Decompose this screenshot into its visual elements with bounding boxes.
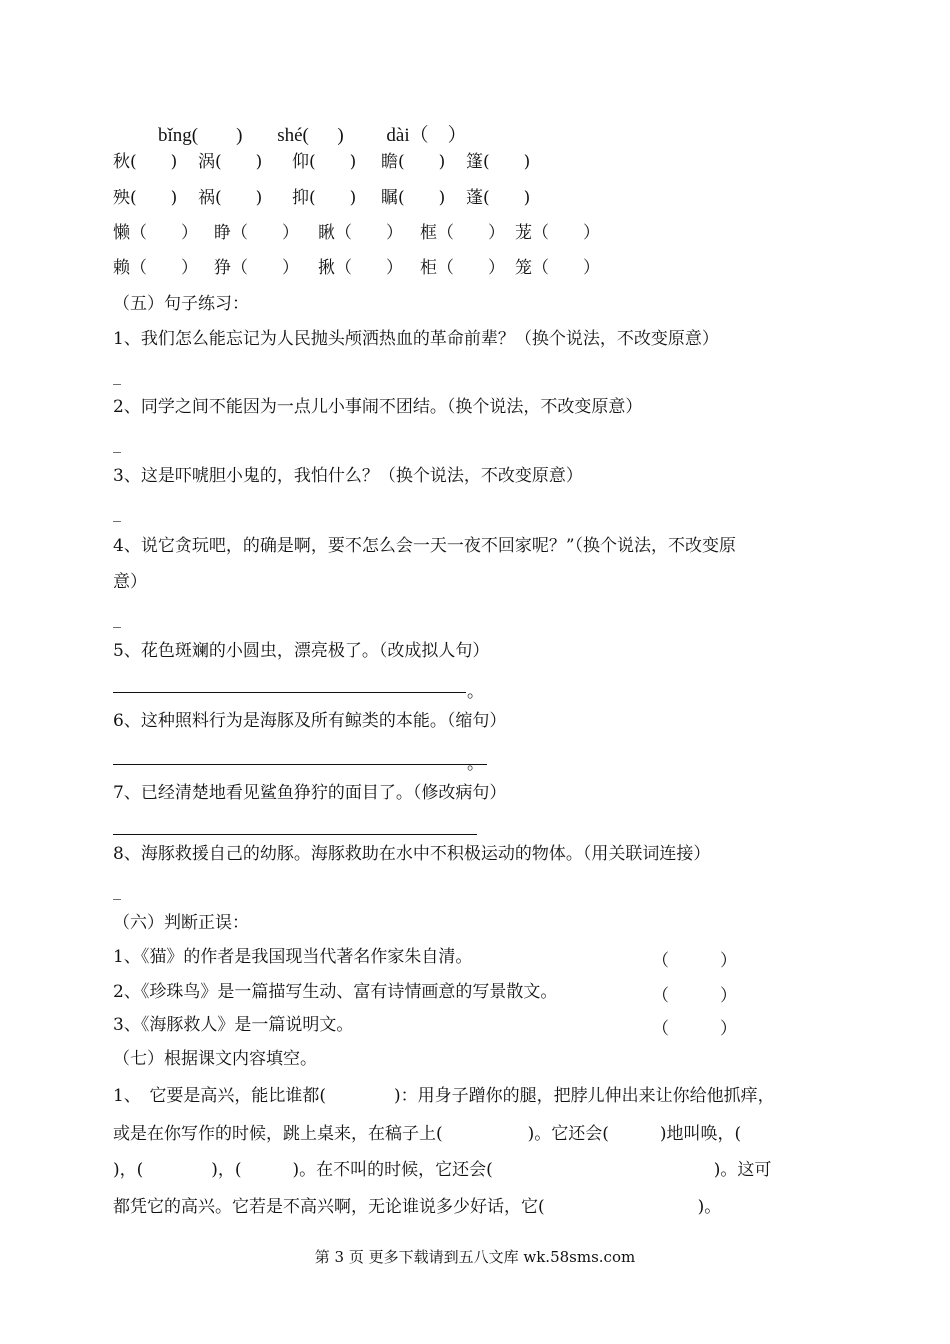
char-blank: 茏（ ） (515, 223, 600, 243)
answer-dash: _ (113, 609, 121, 628)
judge-item: 1、《猫》的作者是我国现当代著名作家朱自清。 (113, 947, 473, 967)
sentence-item: 7、已经清楚地看见鲨鱼狰狞的面目了。（修改病句） (113, 783, 507, 803)
answer-line[interactable] (113, 764, 487, 765)
char-blank: 蓬( ) (466, 188, 531, 208)
char-blank: 笼（ ） (515, 258, 600, 278)
char-blank: 仰( ) (292, 152, 357, 172)
fill-blank-line: )，( )，( )。在不叫的时候，它还会( )。这可 (113, 1160, 772, 1180)
sentence-item: 3、这是吓唬胆小鬼的，我怕什么？（换个说法，不改变原意） (113, 466, 583, 486)
answer-line[interactable] (113, 834, 477, 835)
answer-period: 。 (467, 682, 484, 702)
char-blank: 秋( ) (113, 152, 178, 172)
pinyin-blank: ) (198, 125, 243, 146)
sentence-item: 8、海豚救援自己的幼豚。海豚救助在水中不积极运动的物体。（用关联词连接） (113, 844, 711, 864)
pinyin-item (386, 125, 466, 147)
pinyin-text: dài (386, 125, 410, 146)
sentence-item-continued: 意） (113, 572, 147, 592)
sentence-item: 1、我们怎么能忘记为人民抛头颅洒热血的革命前辈？（换个说法，不改变原意） (113, 329, 719, 349)
sentence-item: 2、同学之间不能因为一点儿小事闹不团结。（换个说法，不改变原意） (113, 397, 643, 417)
char-blank: 抑( ) (292, 188, 357, 208)
fill-blank-line: 都凭它的高兴。它若是不高兴啊，无论谁说多少好话，它( )。 (113, 1197, 722, 1217)
char-blank: 瞩( ) (381, 188, 446, 208)
sentence-item: 6、这种照料行为是海豚及所有鲸类的本能。（缩句） (113, 711, 507, 731)
char-blank: 瞻( ) (381, 152, 446, 172)
judge-answer-paren[interactable]: （ ） (652, 951, 737, 971)
page-footer: 第 3 页 更多下载请到五八文库 wk.58sms.com (314, 1248, 636, 1266)
char-blank: 赖（ ） (113, 258, 198, 278)
fill-blank-line: 或是在你写作的时候，跳上桌来，在稿子上( )。它还会( )地叫唤，( (113, 1124, 742, 1144)
sentence-item: 4、说它贪玩吧，的确是啊，要不怎么会一天一夜不回家呢？”（换个说法，不改变原 (113, 536, 737, 556)
char-blank: 睁（ ） (214, 223, 299, 243)
answer-dash: _ (113, 881, 121, 900)
judge-item: 2、《珍珠鸟》是一篇描写生动、富有诗情画意的写景散文。 (113, 982, 558, 1002)
answer-period: 。 (467, 754, 484, 774)
pinyin-item (158, 125, 242, 147)
pinyin-blank: ) (308, 125, 344, 146)
answer-line[interactable] (113, 692, 466, 693)
char-blank: 涡( ) (198, 152, 263, 172)
judge-item: 3、《海豚救人》是一篇说明文。 (113, 1015, 354, 1035)
char-blank: 瞅（ ） (318, 223, 403, 243)
answer-dash: _ (113, 434, 121, 453)
answer-dash: _ (113, 503, 121, 522)
pinyin-item (277, 125, 343, 147)
char-blank: 懒（ ） (113, 223, 198, 243)
sentence-item: 5、花色斑斓的小圆虫，漂亮极了。（改成拟人句） (113, 641, 490, 661)
char-blank: 柜（ ） (420, 258, 505, 278)
pinyin-blank: （ ） (409, 125, 467, 146)
char-blank: 殃( ) (113, 188, 178, 208)
judge-answer-paren[interactable]: （ ） (652, 986, 737, 1006)
section-5-title: （五）句子练习： (113, 294, 249, 314)
section-6-title: （六）判断正误： (113, 913, 249, 933)
fill-blank-line: 1、 它要是高兴，能比谁都( )：用身子蹭你的腿，把脖儿伸出来让你给他抓痒， (113, 1086, 775, 1106)
char-blank: 揪（ ） (318, 258, 403, 278)
char-blank: 狰（ ） (214, 258, 299, 278)
char-blank: 祸( ) (198, 188, 263, 208)
pinyin-text: shé( (277, 125, 309, 146)
char-blank: 框（ ） (420, 223, 505, 243)
pinyin-header-row (158, 125, 467, 147)
judge-answer-paren[interactable]: （ ） (652, 1019, 737, 1039)
section-7-title: （七）根据课文内容填空。 (113, 1049, 317, 1069)
pinyin-text: bǐng( (158, 125, 199, 146)
char-blank: 篷( ) (466, 152, 531, 172)
answer-dash: _ (113, 366, 121, 385)
